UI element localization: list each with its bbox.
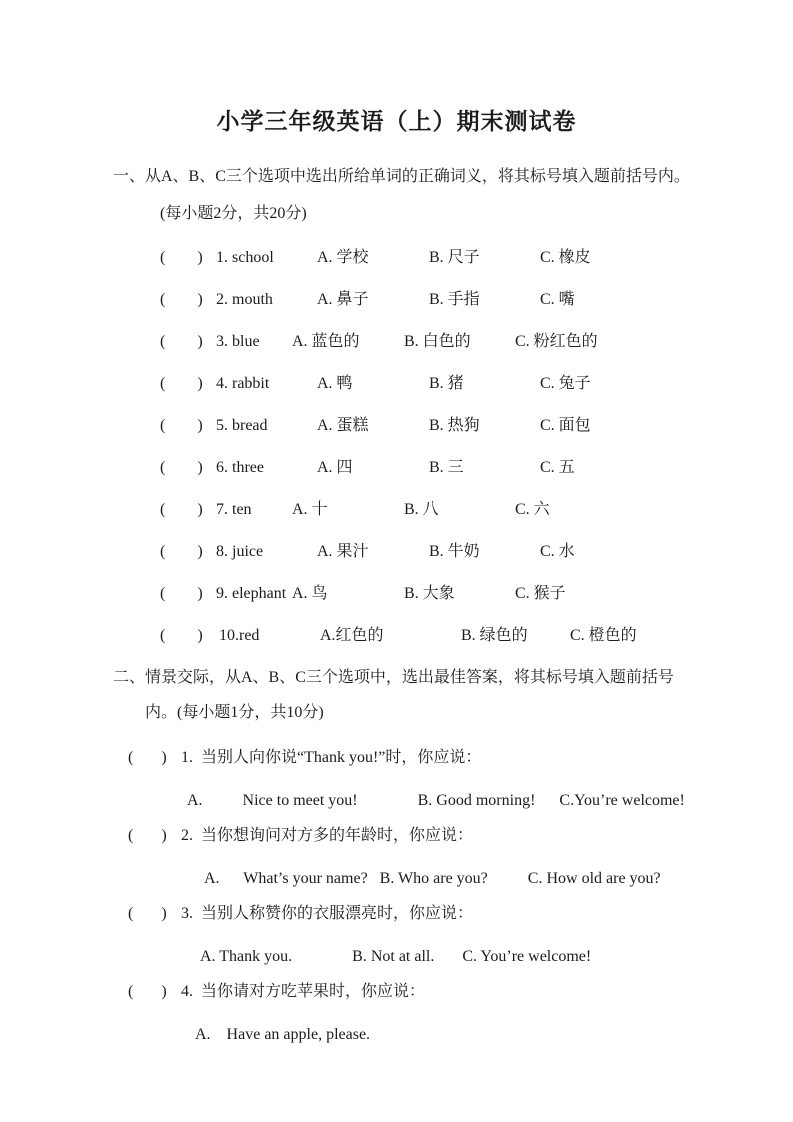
option-c: C. 兔子 xyxy=(540,375,591,392)
situational-question-row xyxy=(128,747,793,768)
answer-options-line: A. Nice to meet you! B. Good morning! C.You’re welcome! xyxy=(187,792,685,809)
option-b: B. 三 xyxy=(429,459,464,476)
option-b: B. 尺子 xyxy=(429,249,480,266)
option-a: A. 四 xyxy=(317,459,353,476)
question-prompt: 3. 当别人称赞你的衣服漂亮时，你应说： xyxy=(181,905,474,922)
option-b: B. 白色的 xyxy=(404,333,471,350)
answer-bracket: ( ) xyxy=(160,627,203,644)
option-a: A. 鼻子 xyxy=(317,291,369,308)
answer-bracket: ( ) xyxy=(128,983,167,1000)
question-word: 2. mouth xyxy=(216,291,273,308)
question-prompt: 4. 当你请对方吃苹果时，你应说： xyxy=(181,983,426,1000)
question-word: 8. juice xyxy=(216,543,264,560)
option-c: C. 五 xyxy=(540,459,575,476)
question-word: 1. school xyxy=(216,249,274,266)
section2-heading-continuation: 内。(每小题1分，共10分) xyxy=(145,704,324,721)
answer-bracket: ( ) xyxy=(160,501,203,518)
question-word: 5. bread xyxy=(216,417,268,434)
option-c: C. 橡皮 xyxy=(540,249,591,266)
option-b: B. 手指 xyxy=(429,291,480,308)
section2-question-list xyxy=(128,747,793,1045)
question-prompt: 1. 当别人向你说“Thank you!”时，你应说： xyxy=(181,749,482,766)
question-word: 6. three xyxy=(216,459,264,476)
option-a: A. 蓝色的 xyxy=(292,333,360,350)
option-c: C. 橙色的 xyxy=(570,627,637,644)
word-question-row xyxy=(160,583,793,604)
option-b: B. 热狗 xyxy=(429,417,480,434)
option-c: C. 六 xyxy=(515,501,550,518)
situational-question-row xyxy=(128,825,793,846)
word-question-row xyxy=(160,247,793,268)
answer-bracket: ( ) xyxy=(160,543,203,560)
option-c: C. 粉红色的 xyxy=(515,333,598,350)
option-c: C. 嘴 xyxy=(540,291,575,308)
option-c: C. 水 xyxy=(540,543,575,560)
answer-options-line: A. Thank you. B. Not at all. C. You’re welcome! xyxy=(200,948,592,965)
question-word: 7. ten xyxy=(216,501,252,518)
option-a: A.红色的 xyxy=(320,627,384,644)
section1-heading: 一、从A、B、C三个选项中选出所给单词的正确词义，将其标号填入题前括号内。 xyxy=(113,168,690,185)
answer-bracket: ( ) xyxy=(128,749,167,766)
answer-bracket: ( ) xyxy=(160,291,203,308)
answer-options-line: A. Have an apple, please. xyxy=(195,1026,371,1043)
option-a: A. 果汁 xyxy=(317,543,369,560)
option-a: A. 蛋糕 xyxy=(317,417,369,434)
answer-bracket: ( ) xyxy=(160,333,203,350)
situational-question-row xyxy=(128,903,793,924)
answer-bracket: ( ) xyxy=(128,905,167,922)
answer-options-line: A. What’s your name? B. Who are you? C. How old are you? xyxy=(204,870,661,887)
section1-item-list xyxy=(160,247,793,646)
option-b: B. 八 xyxy=(404,501,439,518)
option-c: C. 面包 xyxy=(540,417,591,434)
option-a: A. 鸟 xyxy=(292,585,328,602)
answer-bracket: ( ) xyxy=(128,827,167,844)
word-question-row xyxy=(160,457,793,478)
page-title: 小学三年级英语（上）期末测试卷 xyxy=(216,109,577,134)
section2-heading: 二、情景交际，从A、B、C三个选项中，选出最佳答案，将其标号填入题前括号 xyxy=(113,669,674,686)
question-word: 10.red xyxy=(219,627,260,644)
section1-points-note: (每小题2分，共20分) xyxy=(160,205,307,222)
option-a: A. 学校 xyxy=(317,249,369,266)
option-c: C. 猴子 xyxy=(515,585,566,602)
answer-bracket: ( ) xyxy=(160,375,203,392)
word-question-row xyxy=(160,499,793,520)
option-b: B. 大象 xyxy=(404,585,455,602)
word-question-row xyxy=(160,541,793,562)
question-prompt: 2. 当你想询问对方多的年龄时，你应说： xyxy=(181,827,474,844)
answer-bracket: ( ) xyxy=(160,459,203,476)
option-b: B. 牛奶 xyxy=(429,543,480,560)
word-question-row xyxy=(160,415,793,436)
option-a: A. 十 xyxy=(292,501,328,518)
option-b: B. 猪 xyxy=(429,375,464,392)
situational-question-row xyxy=(128,981,793,1002)
answer-bracket: ( ) xyxy=(160,417,203,434)
option-a: A. 鸭 xyxy=(317,375,353,392)
question-word: 3. blue xyxy=(216,333,260,350)
question-word: 4. rabbit xyxy=(216,375,270,392)
word-question-row xyxy=(160,331,793,352)
word-question-row xyxy=(160,373,793,394)
answer-bracket: ( ) xyxy=(160,249,203,266)
word-question-row xyxy=(160,625,793,646)
option-b: B. 绿色的 xyxy=(461,627,528,644)
answer-bracket: ( ) xyxy=(160,585,203,602)
question-word: 9. elephant xyxy=(216,585,287,602)
word-question-row xyxy=(160,289,793,310)
